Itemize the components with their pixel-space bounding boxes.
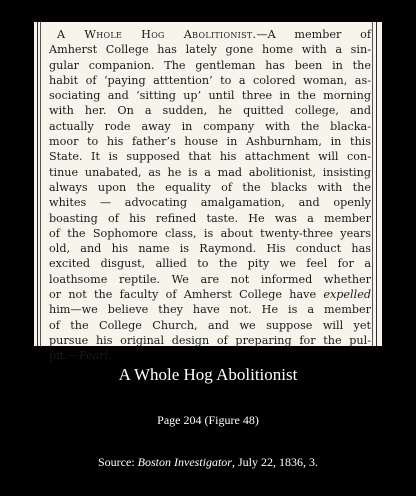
column-rule-left [37,22,38,346]
article-line-18: or not the faculty of Amherst College have expelled [49,288,371,302]
article-line-12: whites — advocating amalgamation, and openly [49,196,371,210]
article-line-10: tinue unabated, as he is a mad abolitionist, insisting [49,165,371,179]
column-rule-right [376,22,377,346]
article-line-16: excited disgust, allied to the pity we feel for a [49,257,371,271]
article-line-3: gular companion. The gentleman has been in the [49,58,371,72]
article-line-11: always upon the equality of the blacks with the [49,180,371,194]
source-prefix: Source: [98,455,138,469]
article-line-8: moor to his father’s house in Ashburnham, in this [49,135,371,149]
article-line-4: habit of ‘paying atttention’ to a colored woman, as- [49,73,371,87]
column-rule-right-inner [372,22,373,346]
expelled-word: expelled [323,288,371,302]
article-line-2: Amherst College has lately gone home with a sin- [49,43,371,57]
article-line-20: of the College Church, and we suppose will yet [49,318,371,332]
source-publication: Boston Investigator [137,455,232,469]
article-text [49,27,371,364]
source-details: , July 22, 1836, 3. [231,455,318,469]
article-line-6: with her. On a sudden, he quitted college, and [49,104,371,118]
figure-page-reference: Page 204 (Figure 48) [157,413,259,427]
article-line-22: pit.—Pearl. [49,349,112,363]
article-signature: Pearl. [78,349,112,363]
article-line-5: sociating and ‘sitting up’ until three in the morning [49,89,371,103]
article-line-15: old, and his name is Raymond. His conduct has [49,242,371,256]
article-line-7: actually rode away in company with the blacka- [49,119,371,133]
article-line-14: of the Sophomore class, is about twenty-three years [49,226,371,240]
article-line-1: A Whole Hog Abolitionist.—A member of [57,28,371,41]
newspaper-clipping [34,22,382,363]
article-line-17: loathsome reptile. We are not informed whether [49,272,371,286]
figure-source [0,455,416,470]
article-line-21: pursue his original design of preparing for the pul- [49,333,371,347]
article-line-13: boasting of his refined taste. He was a member [49,211,371,225]
figure-title: A Whole Hog Abolitionist [118,365,298,384]
article-headline: A Whole Hog Abolitionist. [57,28,257,41]
article-line-19: him—we believe they have not. He is a member [49,303,371,317]
article-line-9: State. It is supposed that his attachment will con- [49,150,371,164]
column-rule-left-inner [40,22,41,346]
